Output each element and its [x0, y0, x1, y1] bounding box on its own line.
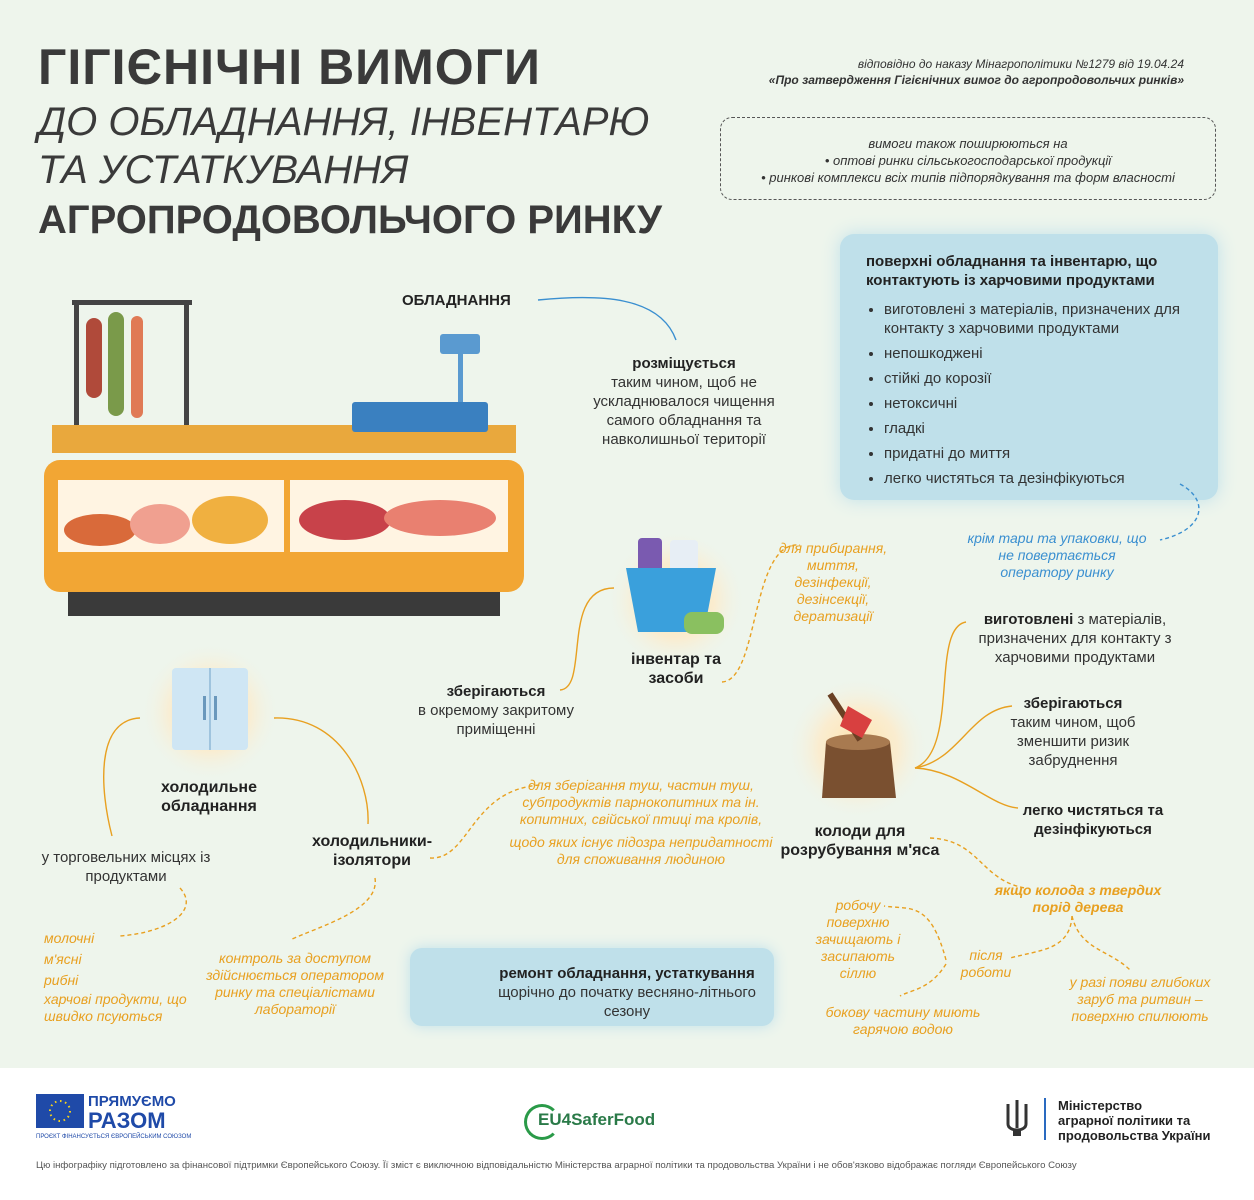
equipment-placement	[570, 354, 798, 449]
fridge-icon	[172, 668, 248, 750]
inventory-storage-bold: зберігаються	[446, 683, 546, 700]
blocks-surface-salt: робочу поверхню зачищають і засипають сіллю	[815, 897, 901, 981]
isolators-purpose	[508, 777, 774, 868]
eu-flag-icon	[36, 1094, 84, 1128]
cold-trade-places: у торговельних місцях із продуктами	[41, 849, 211, 885]
inventory-storage	[396, 682, 596, 739]
ministry-line-2: аграрної політики та	[1058, 1113, 1191, 1128]
scope-item-2: • ринкові комплекси всіх типів підпорядкування та форм власності	[761, 170, 1175, 185]
surfaces-item: • непошкоджені	[884, 344, 1214, 363]
isolators-label: холодильники-ізолятори	[311, 833, 433, 869]
blocks-material-bold: виготовлені	[983, 611, 1074, 628]
page-subtitle-2: ТА УСТАТКУВАННЯ	[38, 148, 409, 192]
surfaces-item: • виготовлені з матеріалів, призначених для контакту з харчовими продуктами	[884, 300, 1214, 338]
equipment-label: ОБЛАДНАННЯ	[402, 292, 511, 309]
surfaces-item: • гладкі	[884, 419, 1214, 438]
scope-item-1: • оптові ринки сільськогосподарської продукції	[824, 153, 1112, 168]
partner-sub: ПРОЄКТ ФІНАНСУЄТЬСЯ ЄВРОПЕЙСЬКИМ СОЮЗОМ	[36, 1134, 192, 1140]
blocks-material	[966, 610, 1184, 667]
disclaimer: Цю інфографіку підготовлено за фінансової підтримки Європейського Союзу. Її зміст є виключною відповідальністю Міністерства аграрної політики та продовольства України і не обов'язково відображає погляди Європейського Союзу	[36, 1160, 1077, 1171]
blocks-hardwood: якщо колода з твердих порід дерева	[994, 882, 1162, 915]
blocks-storage-bold: зберігаються	[1023, 695, 1123, 712]
ministry-divider	[1044, 1098, 1046, 1140]
sausage-rack-icon	[72, 300, 192, 425]
isolators-purpose-1: для зберігання туш, частин туш, субпродуктів парнокопитних та ін. копитних, свійської птиці та кролів,	[519, 777, 763, 827]
repair-text	[496, 964, 758, 1021]
display-counter-icon	[44, 425, 524, 616]
partner-prjamuyemo-line1: ПРЯМУЄМО	[88, 1093, 176, 1110]
blocks-material-text: з матеріалів, призначених для контакту з харчовими продуктами	[978, 611, 1172, 666]
partner-eu4saferfood: EU4SaferFood	[538, 1110, 656, 1129]
surfaces-item: • стійкі до корозії	[884, 369, 1214, 388]
repair-bold: ремонт обладнання, устаткування	[499, 965, 755, 982]
surfaces-item: • легко чистяться та дезінфікуються	[884, 469, 1214, 488]
cold-product: рибні	[44, 972, 79, 988]
inventory-storage-text: в окремому закритому приміщенні	[417, 702, 575, 738]
partner-prjamuyemo	[88, 1094, 176, 1132]
page-subtitle-3: АГРОПРОДОВОЛЬЧОГО РИНКУ	[38, 198, 662, 242]
repair-box	[410, 948, 774, 1026]
footer	[0, 1068, 1254, 1200]
isolators-purpose-2: щодо яких існує підозра непридатності для споживання людиною	[509, 834, 773, 867]
surfaces-exception: крім тари та упаковки, що не повертається оператору ринку	[967, 530, 1147, 580]
reference-line-2: «Про затвердження Гігієнічних вимог до агропродовольчих ринків»	[768, 73, 1184, 87]
trident-icon	[1004, 1098, 1030, 1138]
inventory-label: інвентар та засоби	[631, 651, 721, 687]
equipment-placement-bold: розміщується	[632, 355, 736, 372]
cold-product: молочні	[44, 930, 95, 946]
scale-icon	[352, 334, 488, 432]
surfaces-item: • нетоксичні	[884, 394, 1214, 413]
blocks-after-work: після роботи	[960, 947, 1012, 980]
blocks-storage-text: таким чином, щоб зменшити ризик забруднення	[1010, 714, 1136, 769]
repair-schedule: щорічно до початку весняно-літнього сезону	[498, 984, 756, 1020]
blocks-side-wash: бокову частину миють гарячою водою	[825, 1004, 981, 1037]
cold-product-list	[44, 928, 214, 1025]
cold-equipment-label: холодильне обладнання	[161, 779, 257, 815]
blocks-storage	[1000, 694, 1146, 770]
page-title: ГІГІЄНІЧНІ ВИМОГИ	[38, 39, 541, 95]
page-subtitle-1: ДО ОБЛАДНАННЯ, ІНВЕНТАРЮ	[38, 100, 650, 144]
blocks-label: колоди для розрубування м'яса	[780, 823, 940, 859]
access-control: контроль за доступом здійснюється оператором ринку та спеціалістами лабораторії	[206, 950, 384, 1017]
reference-line-1: відповідно до наказу Мінагрополітики №1279 від 19.04.24	[857, 57, 1184, 71]
blocks-cracks: у разі появи глибоких заруб та ритвин – поверхню спилюють	[1069, 974, 1211, 1024]
blocks-clean: легко чистяться та дезінфікуються	[1022, 802, 1164, 838]
surfaces-item: • придатні до миття	[884, 444, 1214, 463]
ministry-name	[1058, 1098, 1210, 1143]
inventory-purpose: для прибирання, миття, дезінфекції, дезінсекції, дератизації	[778, 540, 888, 624]
partner-prjamuyemo-line2: РАЗОМ	[88, 1108, 166, 1133]
cold-product: харчові продукти, що швидко псуються	[44, 991, 187, 1024]
surfaces-title: поверхні обладнання та інвентарю, що контактують із харчовими продуктами	[866, 253, 1158, 289]
equipment-placement-text: таким чином, щоб не ускладнювалося чищення самого обладнання та навколишньої території	[593, 374, 775, 448]
cold-product: м'ясні	[44, 951, 82, 967]
scope-intro: вимоги також поширюються на	[868, 136, 1068, 151]
ministry-line-3: продовольства України	[1058, 1128, 1211, 1143]
ministry-line-1: Міністерство	[1058, 1098, 1143, 1113]
